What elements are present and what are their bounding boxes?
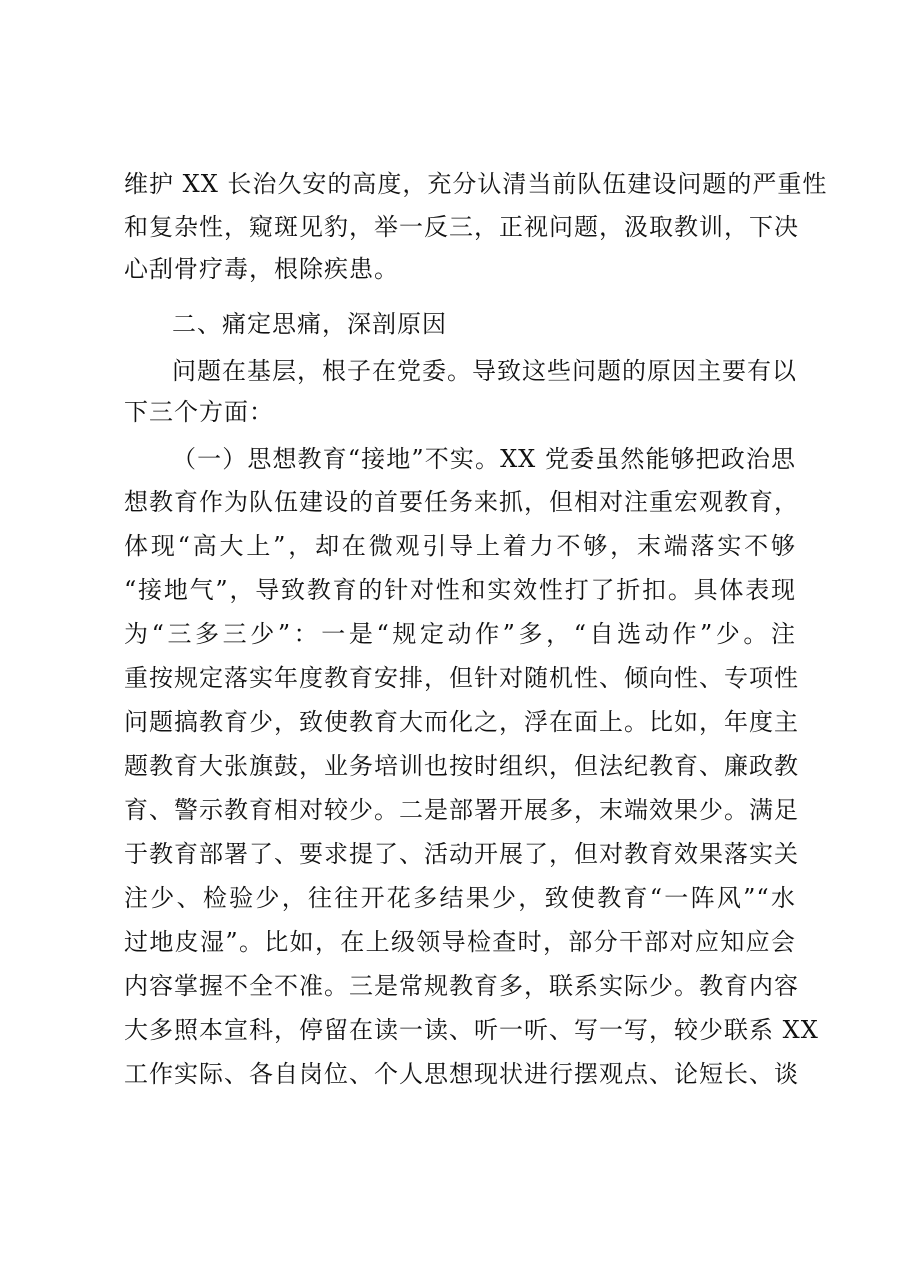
text-line-13: 问题搞教育少，致使教育大而化之，浮在面上。比如，年度主 <box>124 708 799 736</box>
text-line-17: 注少、检验少，往往开花多结果少，致使教育“一阵风”“水 <box>124 884 796 912</box>
text-line-9: 体现“高大上”，却在微观引导上着力不够，末端落实不够 <box>124 532 796 560</box>
text-line-16: 于教育部署了、要求提了、活动开展了，但对教育效果落实关 <box>124 840 799 868</box>
text-line-20: 大多照本宣科，停留在读一读、听一听、写一写，较少联系 XX <box>124 1016 819 1044</box>
text-line-14: 题教育大张旗鼓，业务培训也按时组织，但法纪教育、廉政教 <box>124 752 799 780</box>
text-line-10: “接地气”，导致教育的针对性和实效性打了折扣。具体表现 <box>124 576 796 604</box>
text-line-21: 工作实际、各自岗位、个人思想现状进行摆观点、论短长、谈 <box>124 1060 799 1088</box>
text-line-2: 和复杂性，窥斑见豹，举一反三，正视问题，汲取教训，下决 <box>124 213 799 241</box>
subsection-heading-line: （一）思想教育“接地”不实。XX 党委虽然能够把政治思 <box>172 445 796 473</box>
section-heading: 二、痛定思痛，深剖原因 <box>172 310 447 338</box>
text-line-8: 想教育作为队伍建设的首要任务来抓，但相对注重宏观教育， <box>124 488 799 516</box>
text-line-6: 下三个方面： <box>124 398 274 426</box>
text-line-5: 问题在基层，根子在党委。导致这些问题的原因主要有以 <box>172 357 797 385</box>
text-line-3: 心刮骨疗毒，根除疾患。 <box>124 255 399 283</box>
text-line-19: 内容掌握不全不准。三是常规教育多，联系实际少。教育内容 <box>124 972 799 1000</box>
text-line-18: 过地皮湿”。比如，在上级领导检查时，部分干部对应知应会 <box>124 928 796 956</box>
text-line-12: 重按规定落实年度教育安排，但针对随机性、倾向性、专项性 <box>124 664 799 692</box>
text-line-11: 为“三多三少”：一是“规定动作”多，“自选动作”少。注 <box>124 620 796 648</box>
text-line-1: 维护 XX 长治久安的高度，充分认清当前队伍建设问题的严重性 <box>124 170 828 198</box>
text-line-15: 育、警示教育相对较少。二是部署开展多，末端效果少。满足 <box>124 796 799 824</box>
